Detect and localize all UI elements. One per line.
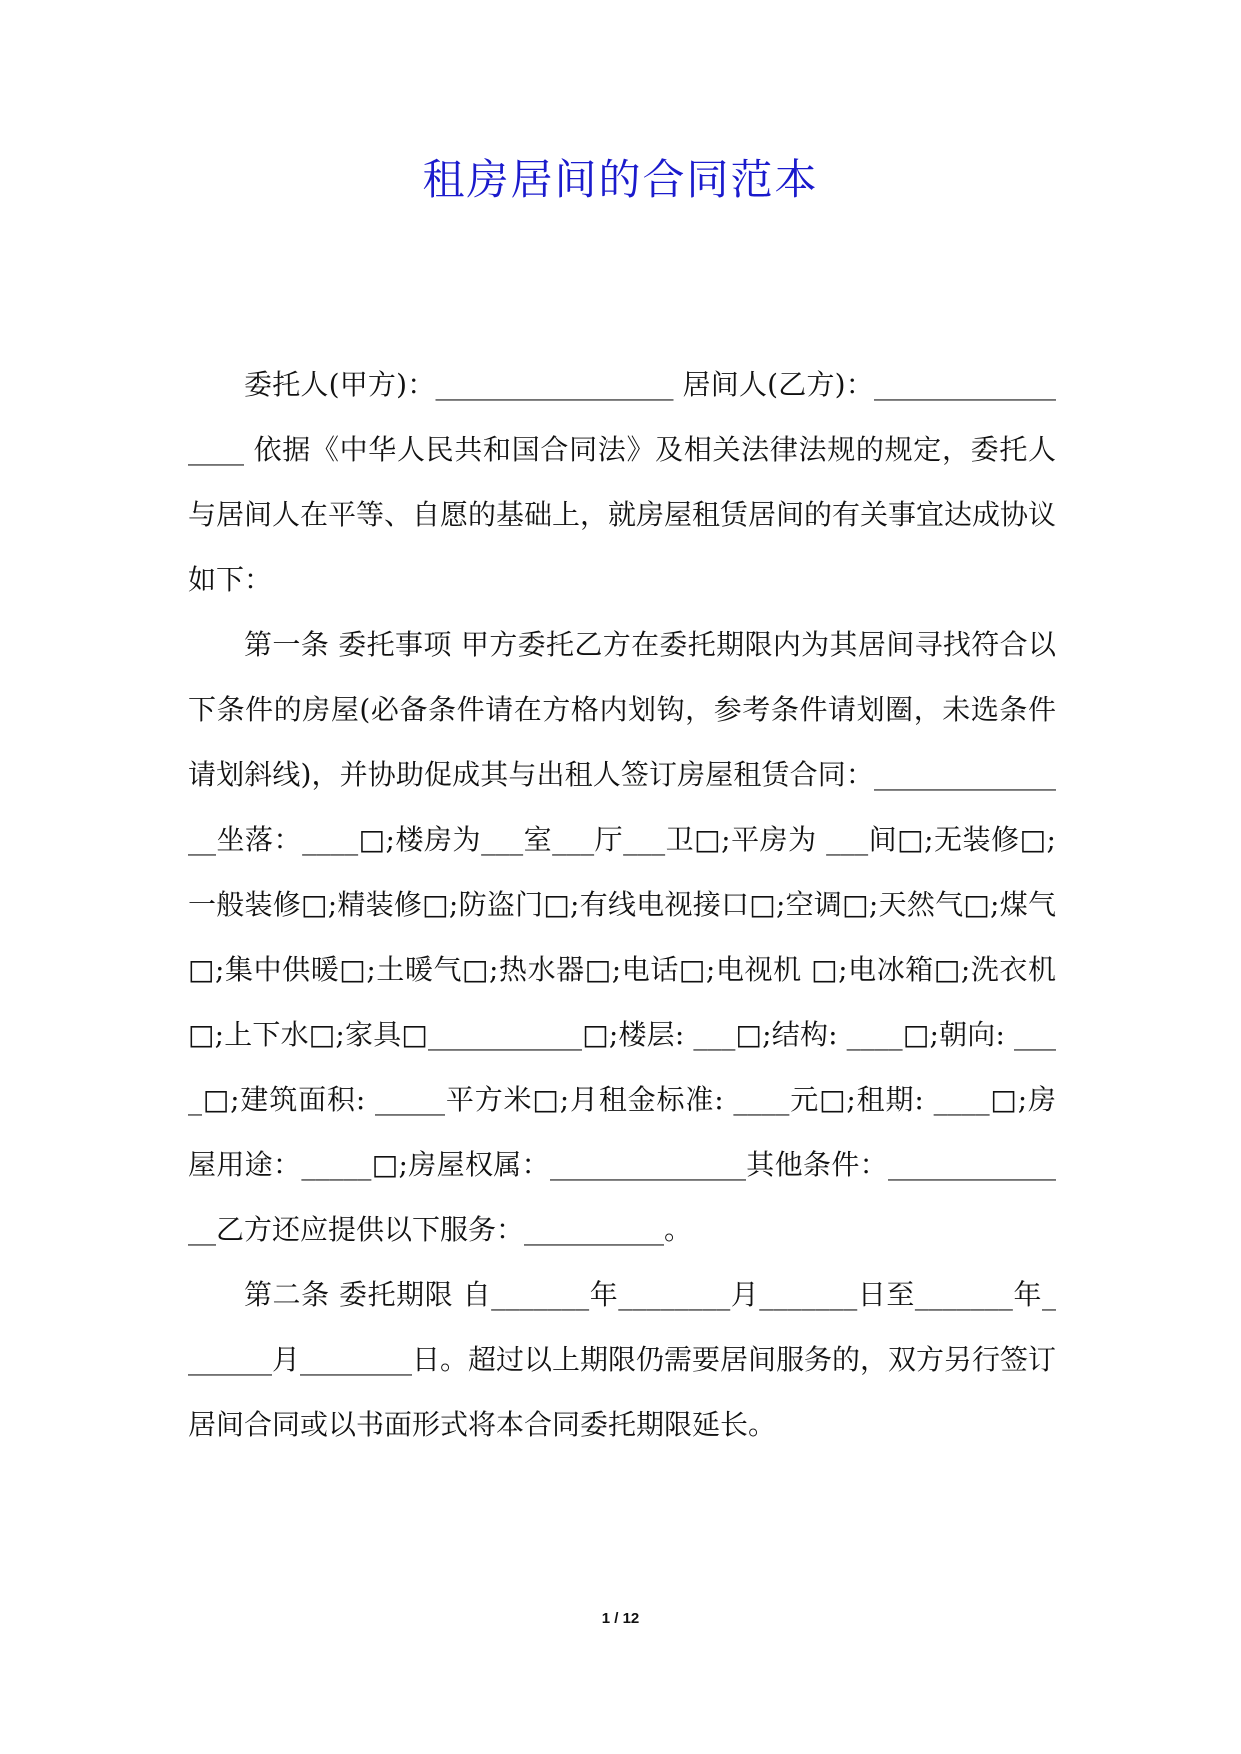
document-body <box>188 352 1056 1457</box>
document-title: 租房居间的合同范本 <box>422 155 819 204</box>
paragraph-article-1: 第一条 委托事项 甲方委托乙方在委托期限内为其居间寻找符合以下条件的房屋(必备条件请在方格内划钩，参考条件请划圈，未选条件请划斜线)，并协助促成其与出租人签订房屋租赁合同：_______________坐落：____□;楼房为___室___厅___卫□;平房为 ___间□;无装修□;一般装修□;精装修□;防盗门□;有线电视接口□;空调□;天然气□;煤气□;集中供暖□;土暖气□;热水器□;电话□;电视机 □;电冰箱□;洗衣机□;上下水□;家具□___________□;楼层: ___□;结构: ____□;朝向: ____□;建筑面积: _____平方米□;月租金标准: ____元□;租期: ____□;房屋用途：_____□;房屋权属：______________其他条件：______________乙方还应提供以下服务：__________。 <box>188 628 1056 1246</box>
paragraph-article-2: 第二条 委托期限 自_______年________月_______日至_______年_______月________日。超过以上期限仍需要居间服务的，双方另行签订居间合同或以书面形式将本合同委托期限延长。 <box>188 1278 1057 1441</box>
paragraph-parties: 委托人(甲方)：_________________ 居间人(乙方)：_________________ 依据《中华人民共和国合同法》及相关法律法规的规定，委托人与居间人在平等、自愿的基础上，就房屋租赁居间的有关事宜达成协议如下： <box>188 368 1057 596</box>
page-number: 1 / 12 <box>601 1610 640 1627</box>
